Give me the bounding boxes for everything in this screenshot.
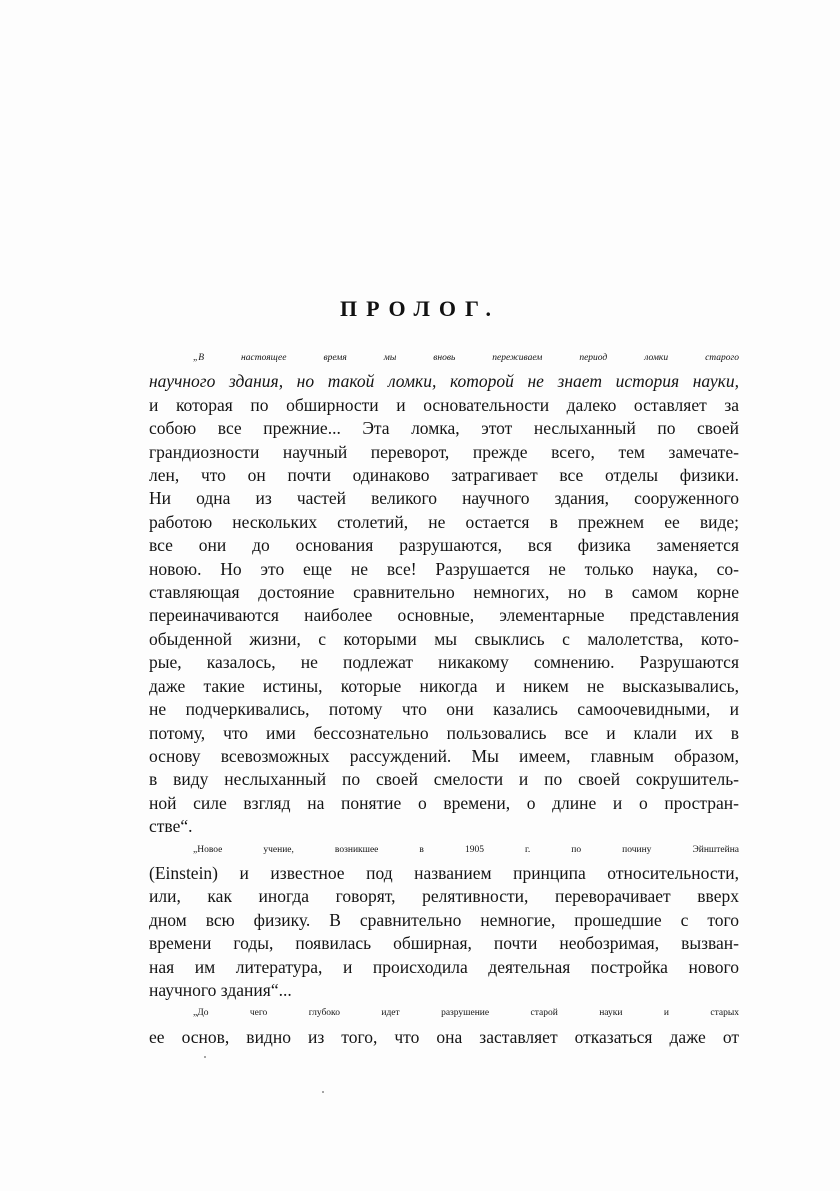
text-line: лен, что он почти одинаково затрагивает все отделы физики.: [149, 465, 739, 486]
text-line: даже такие истины, которые никогда и никем не высказывались,: [149, 675, 739, 696]
text-line: научного здания, но такой ломки, которой не знает история науки,: [149, 371, 739, 392]
text-line: все они до основания разрушаются, вся физика заменяется: [149, 535, 739, 556]
paragraph: [149, 839, 739, 1003]
text-line: собою все прежние... Эта ломка, этот неслыханный по своей: [149, 418, 739, 439]
text-line: ставляющая достояние сравнительно немногих, но в самом корне: [149, 582, 739, 603]
scan-speck: [322, 1091, 324, 1093]
text-line: ная им литература, и происходила деятельная постройка нового: [149, 956, 739, 977]
text-line: Ни одна из частей великого научного здания, сооруженного: [149, 488, 739, 509]
body-text: [149, 347, 739, 1049]
text-line: грандиозности научный переворот, прежде всего, тем замечате-: [149, 441, 739, 462]
text-line: „До чего глубоко идет разрушение старой науки и старых: [193, 1008, 739, 1019]
text-line: переиначиваются наиболее основные, элементарные представления: [149, 605, 739, 626]
text-line: потому, что ими бессознательно пользовались все и клали их в: [149, 722, 739, 743]
scan-speck: [204, 1056, 206, 1058]
text-line: ее основ, видно из того, что она заставляет отказаться даже от: [149, 1026, 739, 1047]
text-line: рые, казалось, не подлежат никакому сомнению. Разрушаются: [149, 652, 739, 673]
text-line: научного здания“...: [149, 979, 292, 1000]
text-line: не подчеркивались, потому что они казались самоочевидными, и: [149, 699, 739, 720]
text-line: ной силе взгляд на понятие о времени, о длине и о простран-: [149, 792, 739, 813]
text-line: работою нескольких столетий, не остается в прежнем ее виде;: [149, 511, 739, 532]
text-line: „Новое учение, возникшее в 1905 г. по почину Эйнштейна: [193, 844, 739, 855]
text-line: новою. Но это еще не все! Разрушается не только наука, со-: [149, 558, 739, 579]
text-line: (Einstein) и известное под названием принципа относительности,: [149, 862, 739, 883]
text-line: обыденной жизни, с которыми мы свыклись с малолетства, кото-: [149, 628, 739, 649]
paragraph: [149, 1002, 739, 1049]
text-line: и которая по обширности и основательности далеко оставляет за: [149, 394, 739, 415]
text-line: или, как иногда говорят, релятивности, переворачивает вверх: [149, 886, 739, 907]
text-line: стве“.: [149, 816, 193, 837]
text-line: дном всю физику. В сравнительно немногие, прошедшие с того: [149, 909, 739, 930]
page-title: ПРОЛОГ.: [340, 296, 500, 321]
text-line: времени годы, появилась обширная, почти необозримая, вызван-: [149, 933, 739, 954]
text-line: „В настоящее время мы вновь переживаем период ломки старого: [193, 353, 739, 363]
text-line: в виду неслыханный по своей смелости и по своей сокрушитель-: [149, 769, 739, 790]
paragraph: [149, 347, 739, 839]
text-line: основу всевозможных рассуждений. Мы имеем, главным образом,: [149, 745, 739, 766]
